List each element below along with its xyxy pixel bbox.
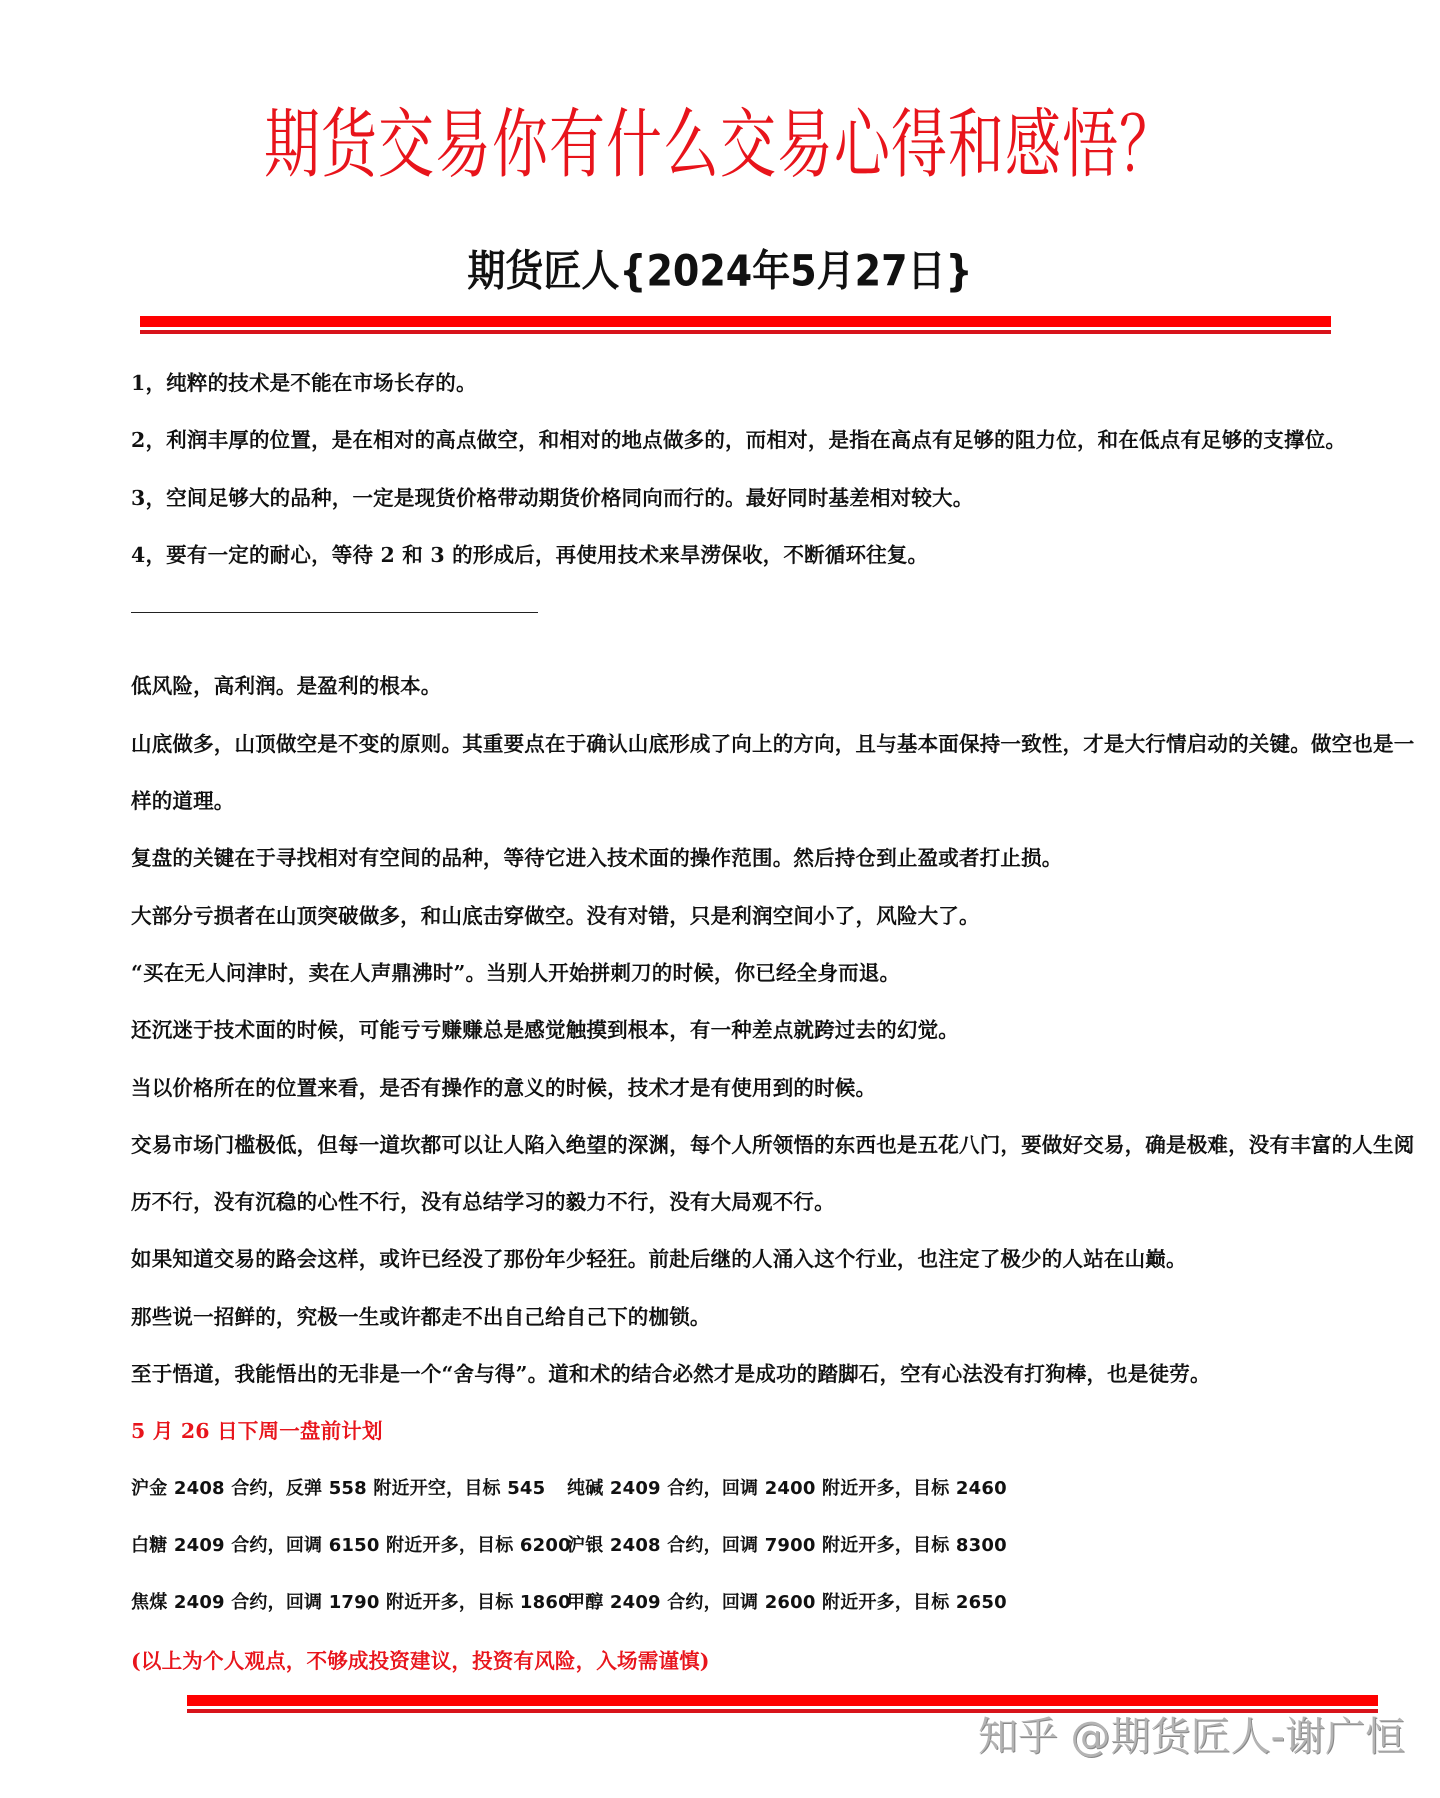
paragraph: 山底做多，山顶做空是不变的原则。其重要点在于确认山底形成了向上的方向，且与基本面保持一致性，才是大行情启动的关键。做空也是一	[131, 731, 1415, 756]
plan-item: 沪金 2408 合约，反弹 558 附近开空，目标 545	[131, 1477, 546, 1499]
separator-line	[131, 612, 538, 613]
plan-row	[131, 1529, 1391, 1586]
paragraph: 交易市场门槛极低，但每一道坎都可以让人陷入绝望的深渊，每个人所领悟的东西也是五花八门，要做好交易，确是极难，没有丰富的人生阅	[131, 1132, 1415, 1157]
divider-thick-line	[140, 316, 1331, 327]
plan-row	[131, 1586, 1391, 1643]
disclaimer: (以上为个人观点，不够成投资建议，投资有风险，入场需谨慎)	[131, 1648, 710, 1673]
point-3: 3，空间足够大的品种，一定是现货价格带动期货价格同向而行的。最好同时基差相对较大。	[131, 485, 974, 510]
zhihu-watermark: 知乎 @期货匠人-谢广恒	[977, 1714, 1405, 1760]
point-1: 1，纯粹的技术是不能在市场长存的。	[131, 371, 477, 395]
paragraph: 低风险，高利润。是盈利的根本。	[131, 674, 442, 699]
plan-item: 白糖 2409 合约，回调 6150 附近开多，目标 6200	[131, 1534, 571, 1556]
paragraph: 还沉迷于技术面的时候，可能亏亏赚赚总是感觉触摸到根本，有一种差点就跨过去的幻觉。	[131, 1018, 959, 1043]
point-4: 4，要有一定的耐心，等待 2 和 3 的形成后，再使用技术来旱涝保收，不断循环往复。	[131, 542, 929, 567]
paragraph: “买在无人问津时，卖在人声鼎沸时”。当别人开始拼刺刀的时候，你已经全身而退。	[131, 960, 901, 985]
paragraph: 那些说一招鲜的，究极一生或许都走不出自己给自己下的枷锁。	[131, 1304, 711, 1329]
paragraph: 当以价格所在的位置来看，是否有操作的意义的时候，技术才是有使用到的时候。	[131, 1075, 877, 1100]
paragraph: 大部分亏损者在山顶突破做多，和山底击穿做空。没有对错，只是利润空间小了，风险大了。	[131, 903, 980, 928]
plan-row	[131, 1472, 1391, 1529]
paragraph: 至于悟道，我能悟出的无非是一个“舍与得”。道和术的结合必然才是成功的踏脚石，空有心法没有打狗棒，也是徒劳。	[131, 1362, 1211, 1387]
paragraph: 复盘的关键在于寻找相对有空间的品种，等待它进入技术面的操作范围。然后持仓到止盈或者打止损。	[131, 846, 1063, 871]
section-separator	[131, 612, 1391, 669]
plan-heading: 5 月 26 日下周一盘前计划	[131, 1419, 383, 1444]
plan-item: 焦煤 2409 合约，回调 1790 附近开多，目标 1860	[131, 1592, 571, 1614]
top-red-divider	[140, 316, 1331, 334]
article-body	[131, 366, 1415, 1701]
paragraph: 样的道理。	[131, 789, 235, 814]
plan-item: 纯碱 2409 合约，回调 2400 附近开多，目标 2460	[567, 1477, 1007, 1499]
divider-thick-line	[187, 1695, 1378, 1706]
paragraph: 如果知道交易的路会这样，或许已经没了那份年少轻狂。前赴后继的人涌入这个行业，也注定了极少的人站在山巅。	[131, 1247, 1187, 1272]
bottom-red-divider	[187, 1695, 1378, 1713]
plan-item: 甲醇 2409 合约，回调 2600 附近开多，目标 2650	[567, 1592, 1007, 1614]
article-title: 期货交易你有什么交易心得和感悟？	[264, 101, 1176, 190]
paragraph: 历不行，没有沉稳的心性不行，没有总结学习的毅力不行，没有大局观不行。	[131, 1190, 835, 1215]
plan-item: 沪银 2408 合约，回调 7900 附近开多，目标 8300	[567, 1534, 1007, 1556]
point-2: 2，利润丰厚的位置，是在相对的高点做空，和相对的地点做多的，而相对，是指在高点有足够的阻力位，和在低点有足够的支撑位。	[131, 428, 1347, 453]
article-subtitle-date: 期货匠人{2024年5月27日}	[467, 246, 973, 296]
divider-thin-line	[140, 330, 1331, 334]
